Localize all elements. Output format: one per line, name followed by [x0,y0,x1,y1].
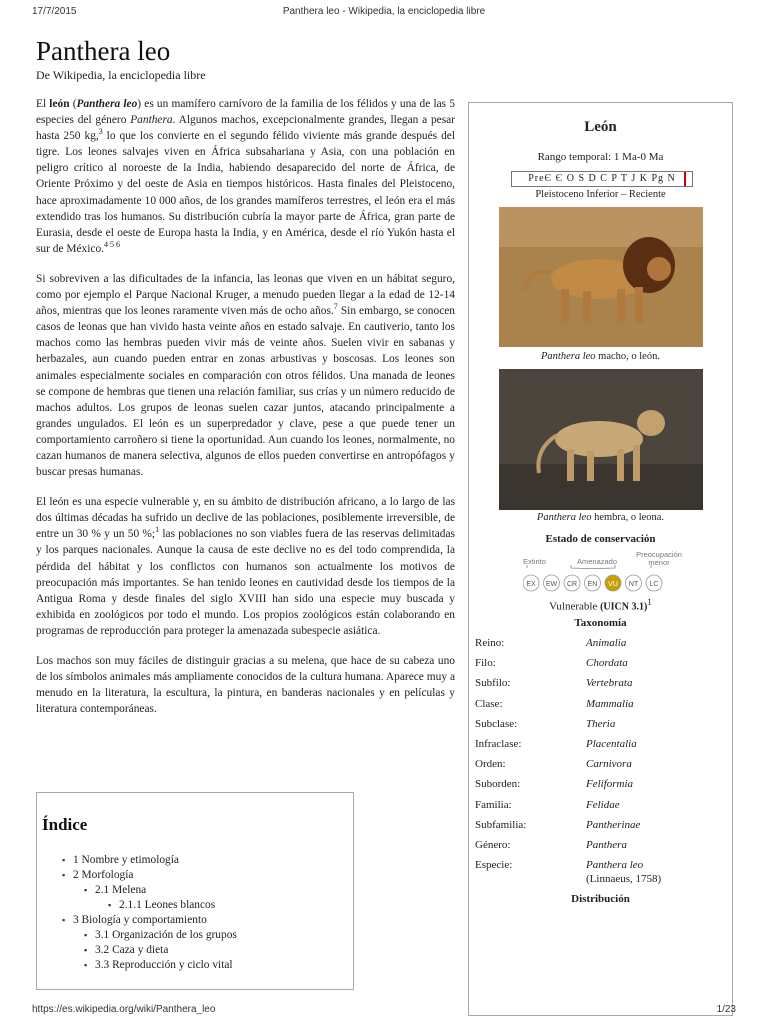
taxon-rank: Filo: [475,657,496,670]
page-number: 1/23 [716,1004,736,1015]
taxon-rank: Familia: [475,798,512,811]
taxon-value[interactable]: Animalia [586,637,627,649]
timeline-periods: PreЄ Є O S D C P T J K Pg N [528,173,676,184]
print-date: 17/7/2015 [32,6,77,17]
timeline-marker [684,172,686,186]
reference-link[interactable]: 1 [647,597,652,607]
taxon-value[interactable]: Mammalia [586,697,634,710]
taxon-value[interactable]: Panthera leo [586,859,644,872]
taxon-value[interactable]: Chordata [586,657,628,670]
reference-link[interactable]: 7 [333,302,338,312]
toc-item[interactable]: ▪ 3.2 Caza y dieta [95,943,347,958]
taxon-value[interactable]: Felidae [586,798,620,811]
toc-item[interactable]: ▪ 1 Nombre y etimología [73,853,347,868]
male-lion-photo[interactable] [499,207,703,347]
taxon-value[interactable]: Vertebrata [586,677,633,690]
cons-category-cr[interactable] [564,575,580,591]
lifespan-paragraph [36,271,455,480]
toc-item[interactable]: ▪ 3.3 Reproducción y ciclo vital [95,958,347,973]
taxon-rank: Reino: [475,637,505,649]
taxon-rank: Género: [475,839,511,851]
conservation-heading: Estado de conservación [545,533,656,545]
species-authority: (Linnaeus, 1758) [586,873,662,885]
conservation-scale-graphic [523,555,683,597]
cons-label-extinct: Extinto [523,557,546,566]
taxonomy-heading: Taxonomía [574,617,627,629]
caption-species: Panthera leo [536,512,592,523]
text-run: lo que los convierte en el segundo félido viviente más grande después del tigre. Los leones salvajes viven en África subsahariana y Asia, con una población en peligro crítico al noroeste de la India, habiendo desaparecido del norte de África, de Oriente Próximo y del oeste de Asia en tiempos históricos. Hasta finales del Pleistoceno, hace aproximadamente 10 000 años, de los grandes mamíferos terrestres, el león era el más extendido tras los humanos. Su distribución cubría la mayor parte de África, gran parte de Eurasia, desde el oeste de Europa hasta la India, y en América, desde el río Yukón hasta el sur de México. [36,130,455,255]
toc-item[interactable]: ▪ 3.1 Organización de los grupos [95,928,347,943]
taxon-rank: Subclase: [475,717,518,730]
infobox-title: León [584,119,617,135]
cons-category-ex[interactable] [523,575,539,591]
infobox [468,102,733,1016]
taxon-rank: Orden: [475,758,506,771]
taxonomy-row [475,677,725,695]
cons-category-lc[interactable] [646,575,662,591]
text-run: El león es una especie vulnerable y, en su ámbito de distribución africano, a lo largo de las dos últimas décadas ha sufrido un declive de las poblaciones, posiblemente irreversible, de entre un 30 % y un 50 %; [36,496,455,541]
temporal-range: Rango temporal: 1 Ma-0 Ma [537,151,664,163]
text-run: las poblaciones no son viables fuera de las reservas delimitadas y los parques nacionales. Aunque la causa de este declive no es del todo comprendida, la pérdida del hábitat y los conflictos con humanos son actualmente los motivos de preocupación más importantes. Se han tenido leones en cautividad desde los tiempos de la Antigua Roma y desde finales del siglo XVIII han sido una especie muy buscada y exhibida en zoológicos por todo el mundo. Los propios zoológicos están colaborando en programas de reproducción para proteger la amenazada subespecie asiática. [36,528,455,637]
taxon-value[interactable]: Carnivora [586,758,632,771]
epoch-range: Pleistoceno Inferior – Reciente [535,189,666,200]
caption-text: macho, o león. [595,351,660,362]
cons-code-label: CR [566,581,578,588]
cons-code-label: NT [628,581,639,588]
taxonomy-row [475,839,725,857]
taxonomy-row [475,819,725,837]
taxon-rank: Subfilo: [475,677,511,690]
article-subtitle: De Wikipedia, la enciclopedia libre [36,68,206,82]
geologic-timeline[interactable] [511,171,693,187]
intro-paragraph [36,96,455,257]
bold-term-leon: león [49,98,70,110]
taxon-rank: Especie: [475,859,513,872]
cons-label-concern: Preocupación menor [636,550,682,567]
table-of-contents [36,792,354,990]
taxonomy-row [475,698,725,716]
print-page-title: Panthera leo - Wikipedia, la enciclopedia libre [282,6,486,17]
reference-link[interactable]: 1 [155,525,160,535]
toc-item[interactable]: ▪ 2.1 Melena [95,883,347,898]
status-source[interactable]: (UICN 3.1) [600,601,648,613]
conservation-paragraph [36,494,455,639]
cons-code-label: EX [526,581,536,588]
text-run: Si sobreviven a las dificultades de la infancia, las leonas que viven en un hábitat seguro, como por ejemplo el Parque Nacional Kruger, a menudo pueden llegar a la edad de 12-14 años, mientras que los leones raramente viven más de ocho años. [36,272,455,318]
taxonomy-row [475,657,725,675]
conservation-status-scale[interactable] [523,550,683,597]
lioness-illustration [499,369,703,510]
text-run: ) es un mamífero carnívoro de la familia de los félidos y una de las 5 especies del género [36,98,455,127]
cons-label-threatened: Amenazado [577,557,618,566]
article-body [36,96,455,731]
taxon-value[interactable]: Pantherinae [586,818,641,831]
taxon-rank: Subfamilia: [475,818,527,831]
page-url[interactable]: https://es.wikipedia.org/wiki/Panthera_leo [32,1004,216,1015]
toc-item[interactable]: ▪ 2.1.1 Leones blancos [119,898,347,913]
toc-title: Índice [42,815,88,834]
taxonomy-row [475,778,725,796]
taxon-value[interactable]: Placentalia [586,738,637,750]
conservation-status [469,597,732,613]
cons-code-label: EW [545,581,558,588]
toc-item[interactable]: ▪ 2 Morfología [73,868,347,883]
taxonomy-row [475,738,725,756]
cons-code-label: EN [587,581,598,588]
reference-link[interactable]: 3 [98,127,103,137]
text-run: . Algunos machos, excepcionalmente grandes, llegan a pesar hasta 250 kg, [36,114,455,143]
toc-item[interactable]: ▪ 3 Biología y comportamiento [73,913,347,928]
mane-paragraph: Los machos son muy fáciles de distinguir gracias a su melena, que hace de su cabeza uno de los símbolos animales más ampliamente conocidos de la cultura humana. Aparece muy a menudo en la literatura, la escultura, la pintura, en banderas nacionales y en películas y literatura contemporáneas. [36,655,455,716]
taxon-value[interactable]: Theria [586,717,616,730]
print-footer [0,998,768,1024]
taxon-rank: Clase: [475,697,503,710]
female-lion-photo[interactable] [499,369,703,510]
caption-species: Panthera leo [541,351,596,362]
taxon-value[interactable]: Panthera [586,839,627,851]
toc-list [37,853,347,973]
taxon-rank: Suborden: [475,778,521,791]
status-label: Vulnerable [549,600,601,613]
taxon-rank: Infraclase: [475,738,522,750]
category-bracket [527,565,651,569]
taxonomy-row [475,718,725,736]
taxonomy-row [475,637,725,655]
taxonomy-row [475,799,725,817]
cons-category-ew[interactable] [544,575,560,591]
taxonomy-row [475,758,725,776]
cons-category-vu[interactable] [605,575,621,591]
reference-link[interactable]: 4 5 6 [104,240,121,250]
distribution-heading: Distribución [571,893,630,905]
cons-category-en[interactable] [585,575,601,591]
text-run: Sin embargo, se conocen casos de leonas que han vivido hasta veinte años en estado salvaje. En cautiverio, tanto los machos como las hembras pueden vivir más de veinte años. Suelen vivir en sabanas y herbazales, aun cuando pueden entrar en zonas arbustivas y boscosas. Los leones son animales especialmente sociales en comparación con otros félidos. Una manada de leones se compone de hembras que tienen una relación familiar, sus crías y un número reducido de machos adultos. Los grupos de leonas suelen cazar juntos, atacando principalmente a grandes ungulados. El león es un superpredador y clave, pese a que puede tener un comportamiento carroñero si tiene la oportunidad. Aun cuando los leones, normalmente, no cazan humanos de manera selectiva, algunos de ellos pueden convertirse en antropófagos y buscar presas humanas. [36,305,455,479]
text-run: ( [69,98,77,110]
genus-link[interactable]: Panthera [130,114,173,127]
caption-text: hembra, o leona. [591,512,665,523]
cons-category-nt[interactable] [626,575,642,591]
female-lion-caption [469,512,732,523]
cons-code-label: LC [649,581,659,588]
print-header [0,0,768,28]
male-lion-illustration [499,207,703,347]
article-title: Panthera leo [36,36,171,66]
scientific-name: Panthera leo [76,98,138,110]
text-run: El [36,98,50,110]
taxon-value[interactable]: Feliformia [586,778,634,791]
male-lion-caption [469,351,732,362]
cons-code-label: VU [608,581,618,588]
